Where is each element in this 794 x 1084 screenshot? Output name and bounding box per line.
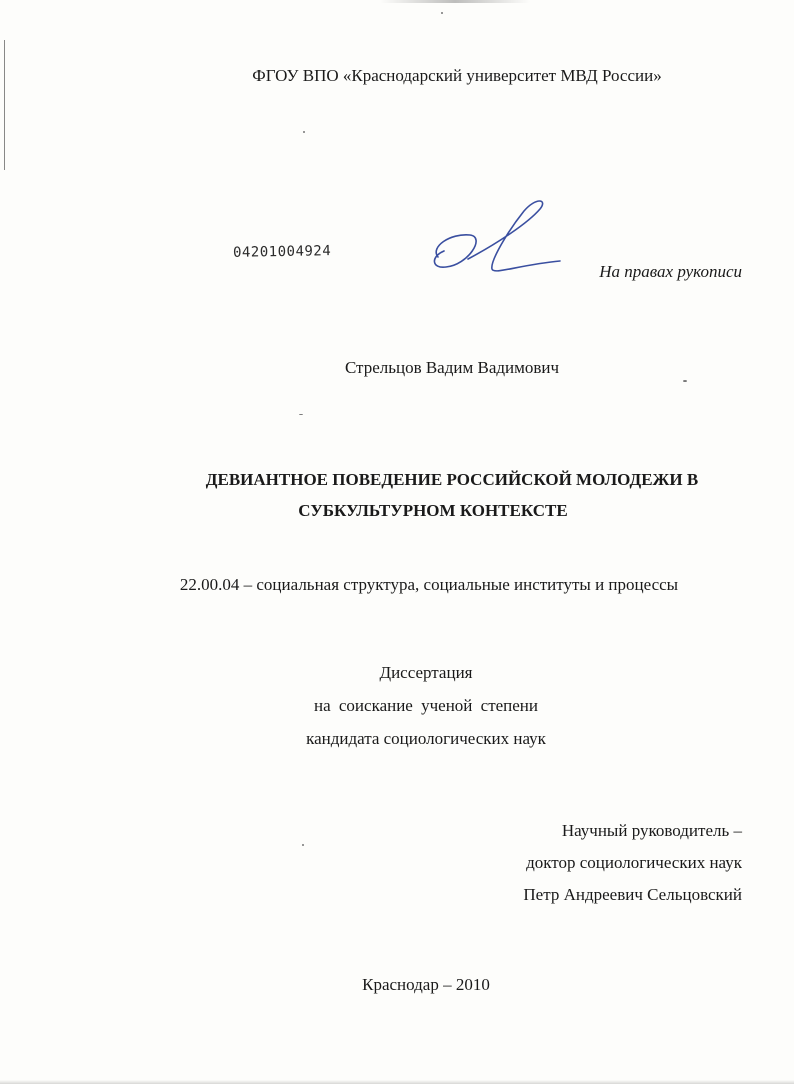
thesis-title-line-2: СУБКУЛЬТУРНОМ КОНТЕКСТЕ	[298, 501, 568, 520]
archive-stamp-number: 04201004924	[232, 243, 332, 261]
degree-line-2: кандидата социологических наук	[306, 729, 546, 748]
scan-edge-mark	[0, 1080, 794, 1084]
city-year: Краснодар – 2010	[362, 975, 490, 994]
scan-speck	[683, 380, 687, 382]
scan-speck	[441, 12, 443, 14]
thesis-title-line-1: ДЕВИАНТНОЕ ПОВЕДЕНИЕ РОССИЙСКОЙ МОЛОДЕЖИ В	[205, 470, 699, 489]
institution-name: ФГОУ ВПО «Краснодарский университет МВД России»	[252, 66, 662, 85]
degree-line-1: на соискание ученой степени	[313, 696, 539, 715]
dissertation-type: Диссертация	[379, 663, 473, 682]
handwritten-signature	[428, 195, 568, 285]
author-name: Стрельцов Вадим Вадимович	[344, 358, 560, 377]
supervisor-role: Научный руководитель –	[561, 821, 742, 840]
scan-edge-mark	[4, 40, 5, 170]
scan-speck	[299, 414, 303, 415]
rights-note: На правах рукописи	[599, 262, 742, 281]
scan-speck	[303, 131, 305, 133]
scan-speck	[302, 844, 304, 846]
specialty-code: 22.00.04 – социальная структура, социальные институты и процессы	[179, 575, 679, 594]
supervisor-degree: доктор социологических наук	[526, 853, 742, 872]
supervisor-name: Петр Андреевич Сельцовский	[523, 885, 742, 904]
scan-edge-mark	[380, 0, 530, 3]
